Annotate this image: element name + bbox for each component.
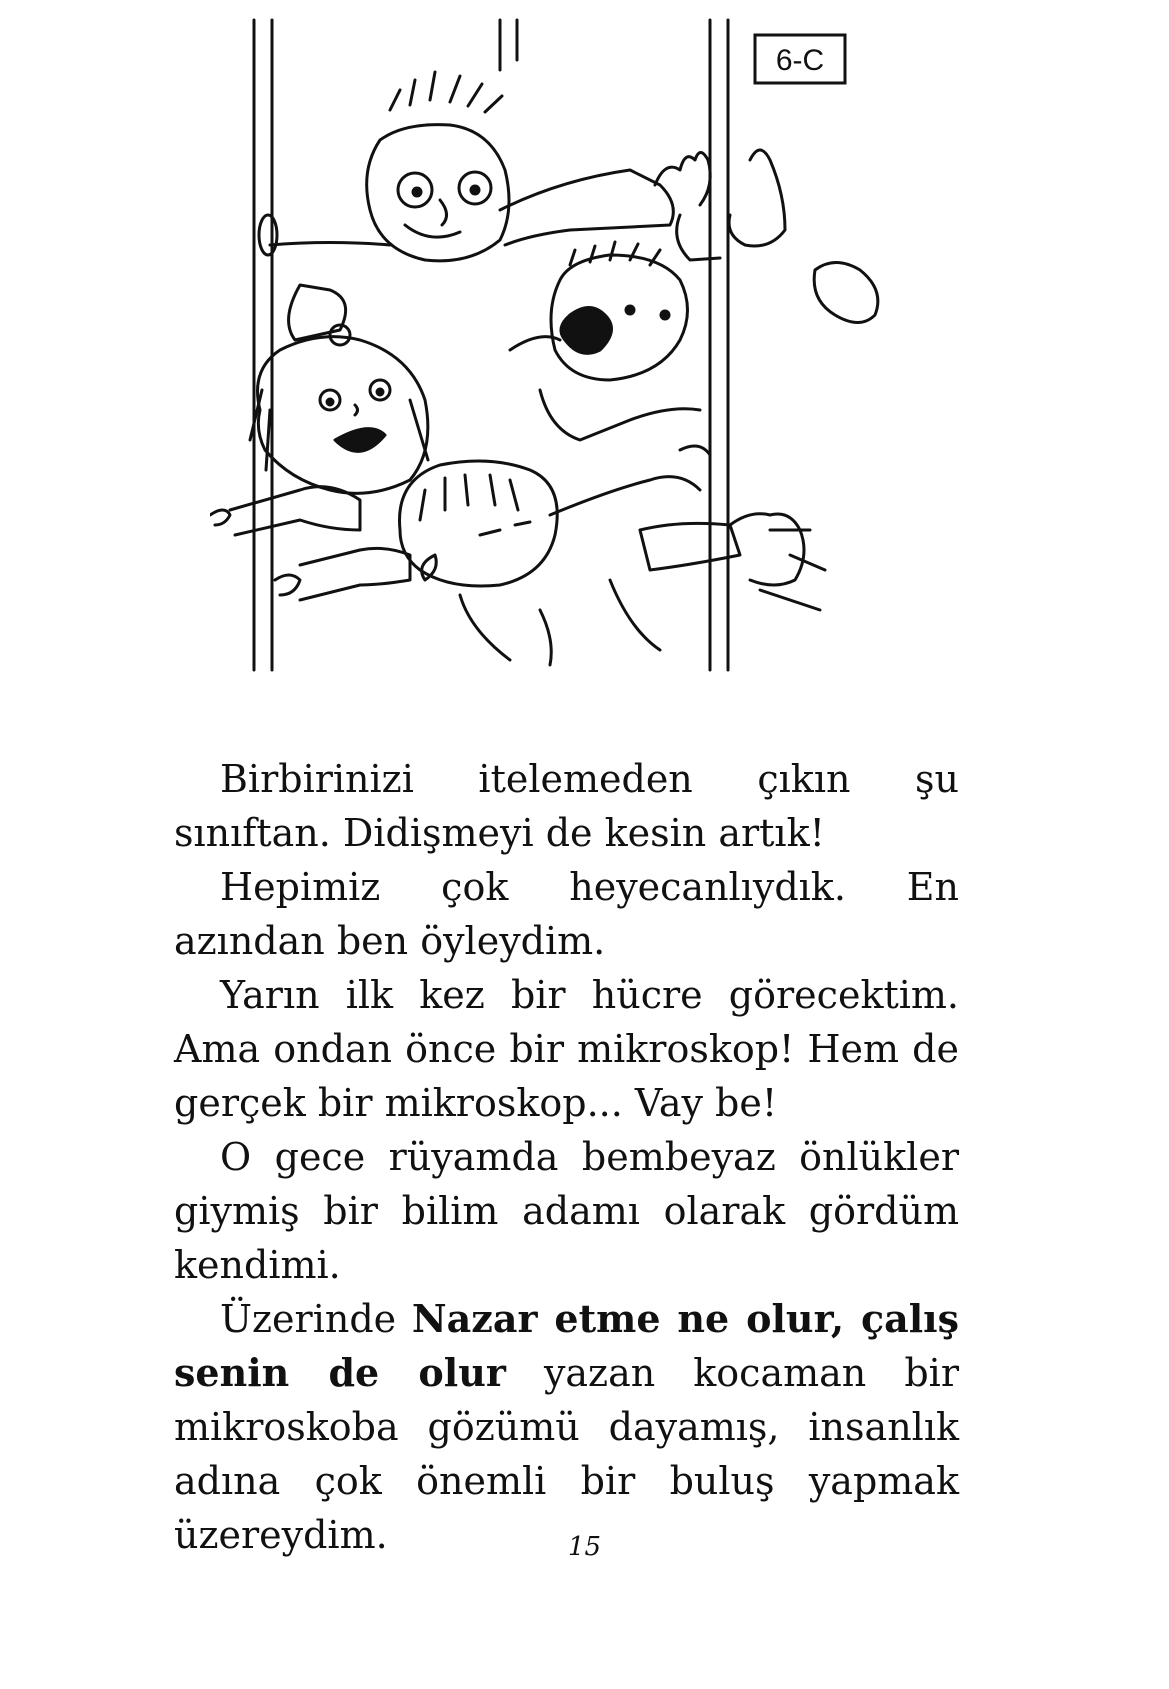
body-text (174, 752, 959, 1562)
paragraph-suffix: yazan kocaman bir mikroskoba gözümü dayamış, insanlık adına çok önemli bir buluş yapmak üzereydim. (174, 1351, 959, 1557)
bold-phrase: Nazar etme ne olur, çalış senin de olur (174, 1296, 959, 1395)
paragraph (174, 1292, 959, 1562)
classroom-door-illustration (210, 10, 970, 720)
door-sign-label: 6-C (775, 44, 825, 77)
paragraph: Hepimiz çok heyecanlıydık. En azından ben öyleydim. (174, 865, 959, 963)
paragraph: Yarın ilk kez bir hücre görecektim. Ama ondan önce bir mikroskop! Hem de gerçek bir mikroskop... Vay be! (174, 973, 959, 1125)
paragraph: O gece rüyamda bembeyaz önlükler giymiş bir bilim adamı olarak gördüm kendimi. (174, 1135, 959, 1287)
paragraph: Birbirinizi itelemeden çıkın şu sınıftan. Didişmeyi de kesin artık! (174, 757, 959, 855)
paragraph-prefix: Üzerinde (220, 1297, 412, 1341)
page-number: 15 (567, 1532, 602, 1562)
